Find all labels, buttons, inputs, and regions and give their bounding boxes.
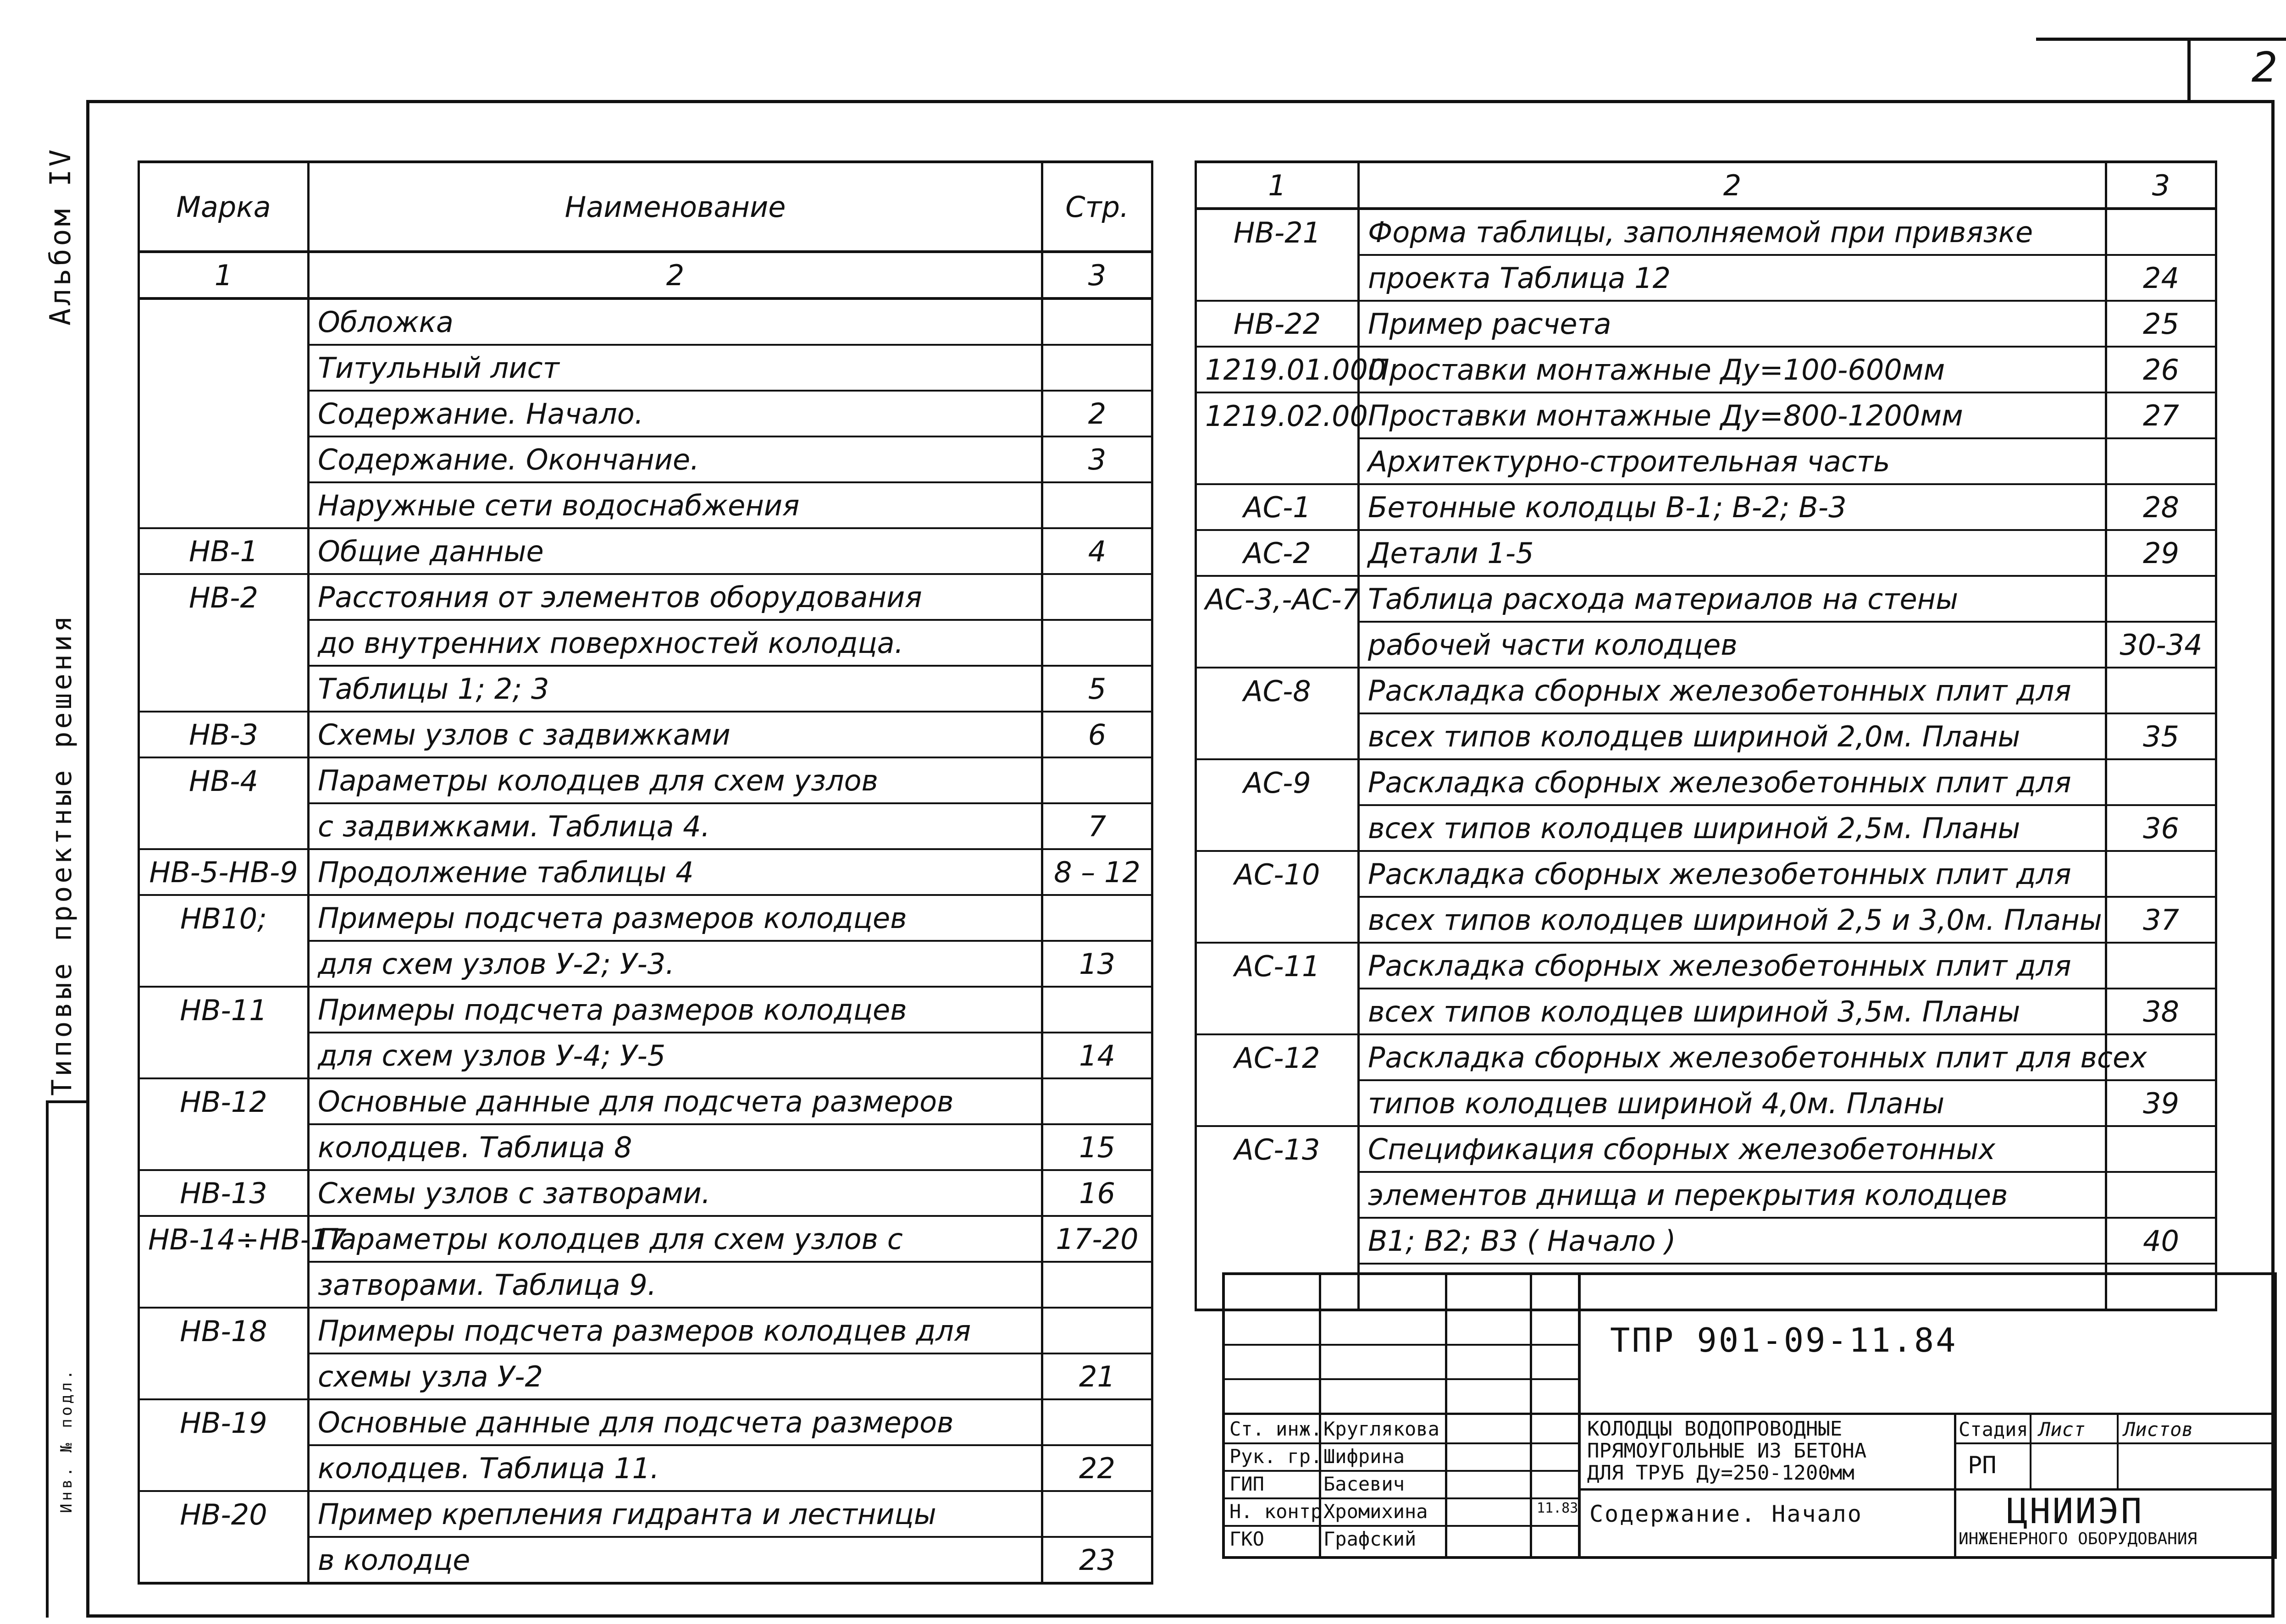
table-row bbox=[1196, 1126, 2216, 1172]
page-cell: 7 bbox=[1042, 803, 1152, 849]
page-cell: 17-20 bbox=[1042, 1216, 1152, 1262]
mark-cell: НВ-13 bbox=[139, 1170, 309, 1216]
table-row bbox=[1196, 668, 2216, 713]
name-cell: Проставки монтажные Ду=800-1200мм bbox=[1359, 392, 2106, 438]
name-cell: Форма таблицы, заполняемой при привязке bbox=[1359, 209, 2106, 255]
sheet-number-box-top bbox=[2036, 38, 2286, 41]
header-page: Стр. bbox=[1042, 162, 1152, 252]
album-label: Альбом IV bbox=[44, 147, 77, 326]
title-block-line bbox=[1225, 1309, 1581, 1311]
name-cell: Титульный лист bbox=[309, 345, 1042, 391]
table-row bbox=[139, 528, 1152, 574]
page-cell bbox=[2106, 943, 2216, 989]
page-cell: 22 bbox=[1042, 1445, 1152, 1491]
column-number: 3 bbox=[1042, 252, 1152, 298]
page-cell: 21 bbox=[1042, 1353, 1152, 1399]
table-row bbox=[1196, 392, 2216, 438]
page-cell bbox=[1042, 1078, 1152, 1124]
name-cell: Раскладка сборных железобетонных плит для bbox=[1359, 759, 2106, 805]
mark-cell bbox=[139, 1353, 309, 1399]
mark-cell: АС-2 bbox=[1196, 530, 1359, 576]
table-row bbox=[139, 712, 1152, 757]
name-cell: Расстояния от элементов оборудования bbox=[309, 574, 1042, 620]
signature-date: 11.83 bbox=[1537, 1500, 1578, 1516]
page-cell: 14 bbox=[1042, 1033, 1152, 1078]
mark-cell bbox=[1196, 989, 1359, 1034]
sheet-label: Лист bbox=[2039, 1418, 2086, 1441]
table-row bbox=[1196, 530, 2216, 576]
table-row bbox=[139, 1308, 1152, 1353]
title-block-line bbox=[1225, 1525, 1581, 1527]
table-row bbox=[139, 666, 1152, 712]
page-cell: 35 bbox=[2106, 713, 2216, 759]
mark-cell bbox=[139, 941, 309, 987]
mark-cell bbox=[139, 1537, 309, 1583]
mark-cell bbox=[139, 436, 309, 482]
signature-name: Шифрина bbox=[1323, 1445, 1405, 1468]
table-row bbox=[1196, 1218, 2216, 1264]
table-row bbox=[139, 482, 1152, 528]
name-cell: Архитектурно-строительная часть bbox=[1359, 438, 2106, 484]
organization-subtitle: ИНЖЕНЕРНОГО ОБОРУДОВАНИЯ bbox=[1959, 1530, 2197, 1548]
column-number: 2 bbox=[1359, 162, 2106, 209]
table-row bbox=[1196, 484, 2216, 530]
name-cell: Продолжение таблицы 4 bbox=[309, 849, 1042, 895]
page-cell: 15 bbox=[1042, 1124, 1152, 1170]
page-cell: 16 bbox=[1042, 1170, 1152, 1216]
table-row bbox=[139, 436, 1152, 482]
page-cell: 4 bbox=[1042, 528, 1152, 574]
title-block-line bbox=[1225, 1344, 1581, 1346]
name-cell: Содержание. Начало. bbox=[309, 391, 1042, 436]
table-row bbox=[139, 1353, 1152, 1399]
name-cell: Детали 1-5 bbox=[1359, 530, 2106, 576]
signature-name: Круглякова bbox=[1323, 1418, 1439, 1440]
mark-cell bbox=[139, 391, 309, 436]
table-row bbox=[139, 298, 1152, 345]
title-block-line bbox=[1445, 1275, 1447, 1556]
stage-value: РП bbox=[1968, 1452, 1997, 1479]
name-cell: до внутренних поверхностей колодца. bbox=[309, 620, 1042, 666]
table-row bbox=[139, 1170, 1152, 1216]
mark-cell: НВ-12 bbox=[139, 1078, 309, 1124]
stage-label: Стадия bbox=[1959, 1418, 2028, 1441]
table-row bbox=[1196, 255, 2216, 301]
page-cell: 25 bbox=[2106, 301, 2216, 347]
column-number: 1 bbox=[139, 252, 309, 298]
name-cell: Основные данные для подсчета размеров bbox=[309, 1078, 1042, 1124]
table-row bbox=[139, 1537, 1152, 1583]
table-row bbox=[1196, 851, 2216, 897]
column-number: 2 bbox=[309, 252, 1042, 298]
name-cell: Спецификация сборных железобетонных bbox=[1359, 1126, 2106, 1172]
mark-cell bbox=[1196, 1172, 1359, 1218]
mark-cell: АС-9 bbox=[1196, 759, 1359, 805]
mark-cell: НВ-19 bbox=[139, 1399, 309, 1445]
mark-cell bbox=[139, 1262, 309, 1308]
mark-cell bbox=[139, 345, 309, 391]
mark-cell: АС-11 bbox=[1196, 943, 1359, 989]
title-block-line bbox=[1225, 1470, 1581, 1472]
mark-cell bbox=[139, 1124, 309, 1170]
signature-name: Хромихина bbox=[1323, 1500, 1428, 1523]
signature-name: Графский bbox=[1323, 1528, 1417, 1550]
title-block-line bbox=[1954, 1442, 2275, 1444]
page-cell bbox=[1042, 482, 1152, 528]
table-row bbox=[1196, 897, 2216, 943]
table-row bbox=[1196, 943, 2216, 989]
sheets-label: Листов bbox=[2124, 1418, 2193, 1441]
page-cell bbox=[1042, 1262, 1152, 1308]
name-cell: затворами. Таблица 9. bbox=[309, 1262, 1042, 1308]
mark-cell bbox=[139, 1445, 309, 1491]
mark-cell: НВ-22 bbox=[1196, 301, 1359, 347]
mark-cell bbox=[1196, 713, 1359, 759]
title-block-line bbox=[2117, 1413, 2119, 1488]
table-row bbox=[139, 345, 1152, 391]
table-row bbox=[139, 849, 1152, 895]
mark-cell bbox=[1196, 805, 1359, 851]
table-row bbox=[139, 1078, 1152, 1124]
project-title-line: КОЛОДЦЫ ВОДОПРОВОДНЫЕ bbox=[1587, 1417, 1843, 1441]
table-row bbox=[139, 1216, 1152, 1262]
table-row bbox=[139, 1445, 1152, 1491]
title-block-line bbox=[2030, 1413, 2031, 1488]
page-cell bbox=[1042, 620, 1152, 666]
table-row bbox=[139, 391, 1152, 436]
page-cell bbox=[1042, 298, 1152, 345]
mark-cell: 1219.01.000 bbox=[1196, 347, 1359, 392]
mark-cell bbox=[139, 482, 309, 528]
inventory-label: Инв. № подл. bbox=[57, 1367, 76, 1513]
mark-cell bbox=[1196, 1080, 1359, 1126]
mark-cell: АС-8 bbox=[1196, 668, 1359, 713]
page-cell bbox=[2106, 759, 2216, 805]
header-name: Наименование bbox=[309, 162, 1042, 252]
name-cell: с задвижками. Таблица 4. bbox=[309, 803, 1042, 849]
table-row bbox=[139, 1491, 1152, 1537]
name-cell: Схемы узлов с задвижками bbox=[309, 712, 1042, 757]
page-cell bbox=[1042, 1399, 1152, 1445]
mark-cell: НВ-20 bbox=[139, 1491, 309, 1537]
mark-cell bbox=[1196, 622, 1359, 668]
table-row bbox=[1196, 805, 2216, 851]
name-cell: Основные данные для подсчета размеров bbox=[309, 1399, 1042, 1445]
mark-cell: НВ-18 bbox=[139, 1308, 309, 1353]
page-cell bbox=[1042, 987, 1152, 1033]
name-cell: Примеры подсчета размеров колодцев bbox=[309, 895, 1042, 941]
table-row bbox=[139, 1033, 1152, 1078]
name-cell: всех типов колодцев шириной 3,5м. Планы bbox=[1359, 989, 2106, 1034]
table-row bbox=[1196, 1172, 2216, 1218]
name-cell: Параметры колодцев для схем узлов bbox=[309, 757, 1042, 803]
page-cell bbox=[2106, 576, 2216, 622]
table-row bbox=[139, 1262, 1152, 1308]
column-number: 1 bbox=[1196, 162, 1359, 209]
table-row bbox=[1196, 1034, 2216, 1080]
mark-cell bbox=[139, 666, 309, 712]
mark-cell bbox=[1196, 1218, 1359, 1264]
table-row bbox=[139, 803, 1152, 849]
name-cell: в колодце bbox=[309, 1537, 1042, 1583]
name-cell: для схем узлов У-2; У-3. bbox=[309, 941, 1042, 987]
binding-line bbox=[46, 1100, 49, 1618]
page-cell: 38 bbox=[2106, 989, 2216, 1034]
name-cell: Проставки монтажные Ду=100-600мм bbox=[1359, 347, 2106, 392]
name-cell: проекта Таблица 12 bbox=[1359, 255, 2106, 301]
table-row bbox=[139, 620, 1152, 666]
mark-cell: НВ-11 bbox=[139, 987, 309, 1033]
contents-table-right bbox=[1195, 160, 2217, 1311]
signature-role: ГКО bbox=[1229, 1528, 1264, 1550]
name-cell: Бетонные колодцы В-1; В-2; В-3 bbox=[1359, 484, 2106, 530]
project-title bbox=[1587, 1418, 1866, 1484]
name-cell: Примеры подсчета размеров колодцев для bbox=[309, 1308, 1042, 1353]
table-row bbox=[139, 1124, 1152, 1170]
name-cell: типов колодцев шириной 4,0м. Планы bbox=[1359, 1080, 2106, 1126]
page-cell: 37 bbox=[2106, 897, 2216, 943]
page-cell: 27 bbox=[2106, 392, 2216, 438]
mark-cell: АС-1 bbox=[1196, 484, 1359, 530]
header-mark: Марка bbox=[139, 162, 309, 252]
title-block-line bbox=[1225, 1442, 1581, 1444]
name-cell: Содержание. Окончание. bbox=[309, 436, 1042, 482]
title-block-line bbox=[1225, 1497, 1581, 1499]
page-cell bbox=[2106, 851, 2216, 897]
sheet-title: Содержание. Начало bbox=[1589, 1501, 1863, 1527]
page-cell bbox=[1042, 895, 1152, 941]
title-block-line bbox=[1578, 1275, 1581, 1556]
sheet-number-box-side bbox=[2187, 38, 2191, 102]
page-cell: 5 bbox=[1042, 666, 1152, 712]
name-cell: колодцев. Таблица 8 bbox=[309, 1124, 1042, 1170]
mark-cell: НВ-4 bbox=[139, 757, 309, 803]
page-cell bbox=[2106, 1126, 2216, 1172]
mark-cell: АС-3,-АС-7 bbox=[1196, 576, 1359, 622]
table-row bbox=[1196, 1080, 2216, 1126]
mark-cell bbox=[1196, 255, 1359, 301]
name-cell: элементов днища и перекрытия колодцев bbox=[1359, 1172, 2106, 1218]
page-cell bbox=[1042, 757, 1152, 803]
signature-role: Ст. инж. bbox=[1229, 1418, 1323, 1440]
page-cell: 30-34 bbox=[2106, 622, 2216, 668]
mark-cell bbox=[1196, 438, 1359, 484]
title-block bbox=[1222, 1272, 2277, 1559]
name-cell: Общие данные bbox=[309, 528, 1042, 574]
binding-line-top bbox=[46, 1100, 89, 1103]
table-row bbox=[139, 757, 1152, 803]
table-row bbox=[1196, 347, 2216, 392]
signature-role: Н. контр bbox=[1229, 1500, 1323, 1523]
name-cell: Параметры колодцев для схем узлов с bbox=[309, 1216, 1042, 1262]
contents-table-left bbox=[138, 160, 1153, 1585]
mark-cell: НВ-5-НВ-9 bbox=[139, 849, 309, 895]
name-cell: рабочей части колодцев bbox=[1359, 622, 2106, 668]
name-cell: всех типов колодцев шириной 2,0м. Планы bbox=[1359, 713, 2106, 759]
mark-cell: НВ10; bbox=[139, 895, 309, 941]
page-cell: 40 bbox=[2106, 1218, 2216, 1264]
name-cell: Наружные сети водоснабжения bbox=[309, 482, 1042, 528]
table-row bbox=[1196, 576, 2216, 622]
page-cell: 2 bbox=[1042, 391, 1152, 436]
mark-cell bbox=[139, 298, 309, 345]
table-row bbox=[1196, 759, 2216, 805]
page-cell bbox=[1042, 1308, 1152, 1353]
name-cell: для схем узлов У-4; У-5 bbox=[309, 1033, 1042, 1078]
page-cell: 13 bbox=[1042, 941, 1152, 987]
table-row bbox=[139, 574, 1152, 620]
page-cell: 6 bbox=[1042, 712, 1152, 757]
mark-cell: НВ-14÷НВ-17 bbox=[139, 1216, 309, 1262]
signature-name: Басевич bbox=[1323, 1473, 1405, 1495]
mark-cell: НВ-21 bbox=[1196, 209, 1359, 255]
table-row bbox=[1196, 713, 2216, 759]
title-block-line bbox=[1581, 1488, 2275, 1491]
mark-cell bbox=[139, 1033, 309, 1078]
mark-cell bbox=[1196, 897, 1359, 943]
name-cell: Раскладка сборных железобетонных плит для всех bbox=[1359, 1034, 2106, 1080]
signature-role: ГИП bbox=[1229, 1473, 1264, 1495]
table-row bbox=[139, 941, 1152, 987]
table-row bbox=[139, 987, 1152, 1033]
name-cell: схемы узла У-2 bbox=[309, 1353, 1042, 1399]
organization-name: ЦНИИЭП bbox=[2007, 1491, 2144, 1531]
mark-cell: НВ-3 bbox=[139, 712, 309, 757]
page-cell: 39 bbox=[2106, 1080, 2216, 1126]
mark-cell: АС-13 bbox=[1196, 1126, 1359, 1172]
page-cell: 23 bbox=[1042, 1537, 1152, 1583]
table-row bbox=[139, 895, 1152, 941]
page-cell bbox=[1042, 345, 1152, 391]
mark-cell: АС-12 bbox=[1196, 1034, 1359, 1080]
page-cell: 24 bbox=[2106, 255, 2216, 301]
project-title-line: ДЛЯ ТРУБ Ду=250-1200мм bbox=[1587, 1461, 1854, 1485]
page-cell: 36 bbox=[2106, 805, 2216, 851]
page-cell: 29 bbox=[2106, 530, 2216, 576]
series-label: Типовые проектные решения bbox=[46, 613, 78, 1096]
table-row bbox=[1196, 989, 2216, 1034]
mark-cell: 1219.02.00 bbox=[1196, 392, 1359, 438]
mark-cell: НВ-2 bbox=[139, 574, 309, 620]
signature-role: Рук. гр. bbox=[1229, 1445, 1323, 1468]
page-cell bbox=[2106, 1172, 2216, 1218]
name-cell: Раскладка сборных железобетонных плит для bbox=[1359, 668, 2106, 713]
name-cell: всех типов колодцев шириной 2,5 и 3,0м. Планы bbox=[1359, 897, 2106, 943]
name-cell: Раскладка сборных железобетонных плит для bbox=[1359, 943, 2106, 989]
name-cell: Схемы узлов с затворами. bbox=[309, 1170, 1042, 1216]
page-cell: 28 bbox=[2106, 484, 2216, 530]
mark-cell: АС-10 bbox=[1196, 851, 1359, 897]
page-cell bbox=[2106, 209, 2216, 255]
table-row bbox=[1196, 301, 2216, 347]
table-row bbox=[1196, 438, 2216, 484]
project-title-line: ПРЯМОУГОЛЬНЫЕ ИЗ БЕТОНА bbox=[1587, 1439, 1867, 1463]
name-cell: Примеры подсчета размеров колодцев bbox=[309, 987, 1042, 1033]
title-block-line bbox=[1530, 1275, 1532, 1556]
sheet-number: 2 bbox=[2251, 44, 2278, 92]
name-cell: Обложка bbox=[309, 298, 1042, 345]
name-cell: В1; В2; В3 ( Начало ) bbox=[1359, 1218, 2106, 1264]
page-cell bbox=[1042, 574, 1152, 620]
mark-cell bbox=[139, 620, 309, 666]
project-code: ТПР 901-09-11.84 bbox=[1610, 1321, 1958, 1359]
name-cell: Таблица расхода материалов на стены bbox=[1359, 576, 2106, 622]
title-block-line bbox=[1954, 1413, 1956, 1556]
table-row bbox=[1196, 209, 2216, 255]
name-cell: Пример крепления гидранта и лестницы bbox=[309, 1491, 1042, 1537]
table-row bbox=[139, 1399, 1152, 1445]
name-cell: всех типов колодцев шириной 2,5м. Планы bbox=[1359, 805, 2106, 851]
title-block-line bbox=[1225, 1378, 1581, 1380]
mark-cell: НВ-1 bbox=[139, 528, 309, 574]
name-cell: колодцев. Таблица 11. bbox=[309, 1445, 1042, 1491]
mark-cell bbox=[139, 803, 309, 849]
page-cell bbox=[2106, 438, 2216, 484]
table-row bbox=[1196, 622, 2216, 668]
page-cell bbox=[2106, 668, 2216, 713]
page-cell bbox=[1042, 1491, 1152, 1537]
column-number: 3 bbox=[2106, 162, 2216, 209]
name-cell: Пример расчета bbox=[1359, 301, 2106, 347]
page-cell: 8 – 12 bbox=[1042, 849, 1152, 895]
name-cell: Таблицы 1; 2; 3 bbox=[309, 666, 1042, 712]
page-cell: 3 bbox=[1042, 436, 1152, 482]
name-cell: Раскладка сборных железобетонных плит для bbox=[1359, 851, 2106, 897]
page-cell: 26 bbox=[2106, 347, 2216, 392]
